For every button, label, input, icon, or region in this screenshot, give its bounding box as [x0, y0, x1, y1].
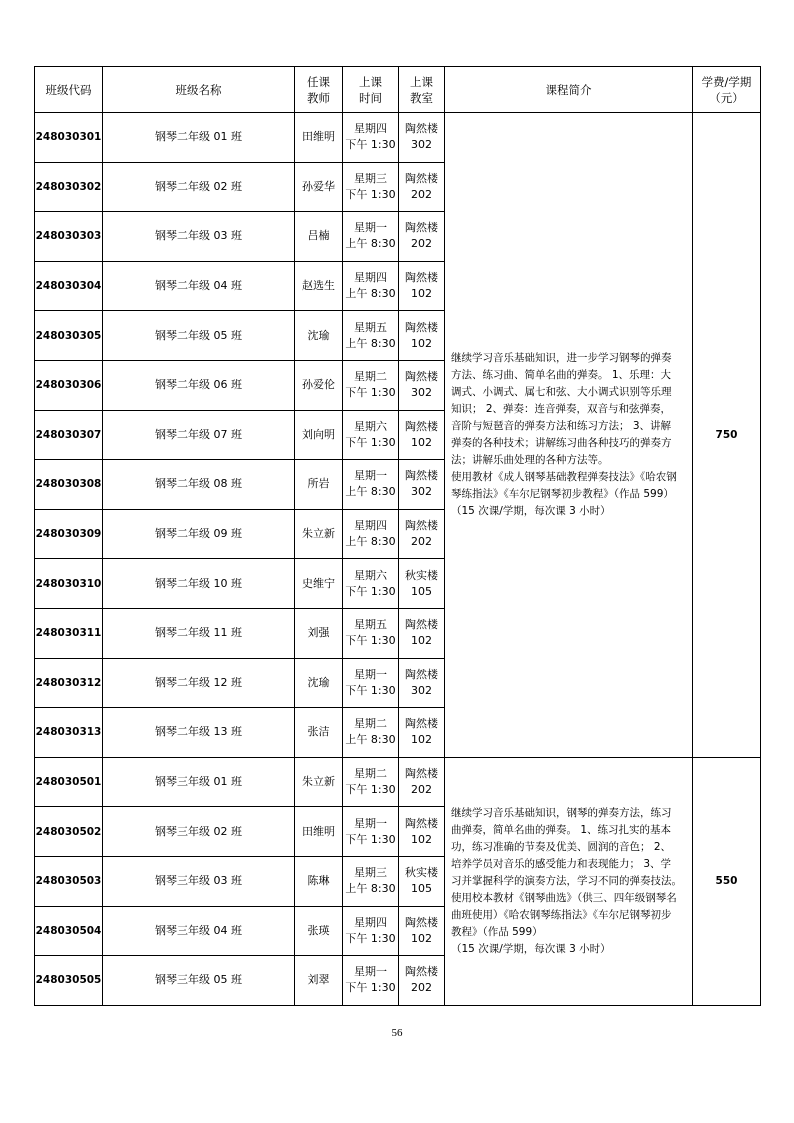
intro-line: 曲班使用）《哈农钢琴练指法》《车尔尼钢琴初步: [451, 908, 672, 921]
day-text: 星期一: [354, 816, 387, 830]
time-text: 下午 1:30: [345, 981, 396, 995]
room-cell: [399, 509, 445, 559]
day-text: 星期三: [354, 866, 387, 880]
class-code-cell: 248030310: [35, 559, 103, 609]
class-code-cell: 248030505: [35, 956, 103, 1006]
class-code-cell: 248030308: [35, 460, 103, 510]
time-text: 上午 8:30: [345, 287, 396, 301]
room-number-text: 202: [411, 981, 432, 995]
room-cell: [399, 261, 445, 311]
time-text: 上午 8:30: [345, 237, 396, 251]
room-cell: [399, 460, 445, 510]
time-text: 上午 8:30: [345, 882, 396, 896]
teacher-cell: 刘向明: [295, 410, 343, 460]
class-code-cell: 248030305: [35, 311, 103, 361]
intro-line: 法；讲解乐曲处理的各种方法等。: [451, 453, 609, 466]
room-number-text: 102: [411, 336, 432, 350]
class-name-cell: 钢琴二年级 07 班: [103, 410, 295, 460]
room-cell: [399, 757, 445, 807]
intro-line: 继续学习音乐基础知识，钢琴的弹奏方法，练习: [451, 806, 672, 819]
room-cell: [399, 212, 445, 262]
class-name-cell: 钢琴二年级 03 班: [103, 212, 295, 262]
day-text: 星期二: [354, 767, 387, 781]
class-name-cell: 钢琴二年级 12 班: [103, 658, 295, 708]
time-cell: [343, 261, 399, 311]
time-text: 下午 1:30: [345, 832, 396, 846]
time-cell: [343, 509, 399, 559]
day-text: 星期二: [354, 370, 387, 384]
day-text: 星期一: [354, 469, 387, 483]
header-time-line1: 上课: [359, 74, 382, 89]
class-name-cell: 钢琴二年级 09 班: [103, 509, 295, 559]
room-number-text: 102: [411, 634, 432, 648]
time-cell: [343, 608, 399, 658]
time-cell: [343, 856, 399, 906]
room-cell: [399, 906, 445, 956]
tuition-fee-cell: 750: [693, 113, 761, 758]
intro-line: 弹奏的各种技术；讲解练习曲各种技巧的弹奏方: [451, 436, 672, 449]
class-code-cell: 248030303: [35, 212, 103, 262]
intro-line: 使用教材《成人钢琴基础教程弹奏技法》《哈农钢: [451, 470, 677, 483]
room-number-text: 302: [411, 138, 432, 152]
teacher-cell: 孙爱华: [295, 162, 343, 212]
header-intro: 课程简介: [445, 67, 693, 113]
room-number-text: 102: [411, 435, 432, 449]
time-text: 下午 1:30: [345, 783, 396, 797]
room-number-text: 102: [411, 733, 432, 747]
day-text: 星期四: [354, 122, 387, 136]
class-name-cell: 钢琴二年级 08 班: [103, 460, 295, 510]
course-intro-cell: [445, 757, 693, 1005]
header-room-line1: 上课: [410, 74, 433, 89]
class-code-cell: 248030504: [35, 906, 103, 956]
building-text: 陶然楼: [405, 767, 438, 781]
class-name-cell: 钢琴三年级 02 班: [103, 807, 295, 857]
day-text: 星期六: [354, 568, 387, 582]
day-text: 星期五: [354, 618, 387, 632]
intro-line: （15 次课/学期，每次课 3 小时）: [451, 942, 611, 955]
time-cell: [343, 360, 399, 410]
room-number-text: 102: [411, 931, 432, 945]
time-text: 下午 1:30: [345, 683, 396, 697]
time-cell: [343, 460, 399, 510]
room-number-text: 202: [411, 237, 432, 251]
class-name-cell: 钢琴二年级 05 班: [103, 311, 295, 361]
class-name-cell: 钢琴二年级 13 班: [103, 708, 295, 758]
time-cell: [343, 658, 399, 708]
room-number-text: 202: [411, 535, 432, 549]
time-cell: [343, 708, 399, 758]
teacher-cell: 陈琳: [295, 856, 343, 906]
building-text: 陶然楼: [405, 271, 438, 285]
day-text: 星期一: [354, 965, 387, 979]
header-time-line2: 时间: [359, 90, 382, 105]
room-cell: [399, 956, 445, 1006]
class-name-cell: 钢琴三年级 05 班: [103, 956, 295, 1006]
room-cell: [399, 311, 445, 361]
teacher-cell: 沈瑜: [295, 311, 343, 361]
intro-line: 方法、练习曲、简单名曲的弹奏。 1、乐理：大: [451, 368, 672, 381]
building-text: 陶然楼: [405, 221, 438, 235]
building-text: 陶然楼: [405, 965, 438, 979]
course-intro-cell: [445, 113, 693, 758]
building-text: 陶然楼: [405, 618, 438, 632]
time-cell: [343, 906, 399, 956]
time-text: 下午 1:30: [345, 138, 396, 152]
time-text: 上午 8:30: [345, 733, 396, 747]
table-row: [35, 113, 761, 163]
time-cell: [343, 559, 399, 609]
header-class-name: 班级名称: [103, 67, 295, 113]
time-text: 下午 1:30: [345, 931, 396, 945]
room-number-text: 102: [411, 287, 432, 301]
class-code-cell: 248030503: [35, 856, 103, 906]
header-time: [343, 67, 399, 113]
day-text: 星期四: [354, 915, 387, 929]
time-text: 上午 8:30: [345, 336, 396, 350]
time-cell: [343, 311, 399, 361]
room-number-text: 302: [411, 485, 432, 499]
class-code-cell: 248030502: [35, 807, 103, 857]
class-code-cell: 248030313: [35, 708, 103, 758]
day-text: 星期五: [354, 320, 387, 334]
room-cell: [399, 608, 445, 658]
class-code-cell: 248030312: [35, 658, 103, 708]
time-text: 下午 1:30: [345, 187, 396, 201]
intro-line: 音阶与短琶音的弹奏方法和练习方法； 3、讲解: [451, 419, 672, 432]
building-text: 陶然楼: [405, 469, 438, 483]
time-cell: [343, 113, 399, 163]
day-text: 星期二: [354, 717, 387, 731]
teacher-cell: 史维宁: [295, 559, 343, 609]
teacher-cell: 张瑛: [295, 906, 343, 956]
class-name-cell: 钢琴二年级 02 班: [103, 162, 295, 212]
intro-line: 功，练习准确的节奏及优美、圆润的音色； 2、: [451, 840, 672, 853]
class-code-cell: 248030304: [35, 261, 103, 311]
class-code-cell: 248030306: [35, 360, 103, 410]
intro-line: 曲弹奏，简单名曲的弹奏。 1、练习扎实的基本: [451, 823, 672, 836]
teacher-cell: 赵选生: [295, 261, 343, 311]
intro-line: 教程》（作品 599）: [451, 925, 543, 938]
room-number-text: 302: [411, 386, 432, 400]
teacher-cell: 吕楠: [295, 212, 343, 262]
teacher-cell: 沈瑜: [295, 658, 343, 708]
teacher-cell: 田维明: [295, 807, 343, 857]
time-cell: [343, 757, 399, 807]
room-cell: [399, 658, 445, 708]
intro-line: （15 次课/学期，每次课 3 小时）: [451, 504, 611, 517]
room-cell: [399, 162, 445, 212]
building-text: 陶然楼: [405, 171, 438, 185]
teacher-cell: 张洁: [295, 708, 343, 758]
header-teacher: [295, 67, 343, 113]
teacher-cell: 所岩: [295, 460, 343, 510]
teacher-cell: 刘翠: [295, 956, 343, 1006]
intro-line: 培养学员对音乐的感受能力和表现能力； 3、学: [451, 857, 672, 870]
header-teacher-line1: 任课: [307, 74, 330, 89]
room-number-text: 202: [411, 783, 432, 797]
header-teacher-line2: 教师: [307, 90, 330, 105]
table-row: [35, 757, 761, 807]
page-number: 56: [391, 1027, 403, 1039]
building-text: 陶然楼: [405, 370, 438, 384]
teacher-cell: 田维明: [295, 113, 343, 163]
room-cell: [399, 113, 445, 163]
room-number-text: 105: [411, 584, 432, 598]
building-text: 秋实楼: [405, 866, 438, 880]
room-cell: [399, 410, 445, 460]
class-name-cell: 钢琴三年级 04 班: [103, 906, 295, 956]
time-cell: [343, 212, 399, 262]
room-cell: [399, 559, 445, 609]
room-cell: [399, 807, 445, 857]
room-number-text: 102: [411, 832, 432, 846]
class-name-cell: 钢琴二年级 04 班: [103, 261, 295, 311]
intro-line: 继续学习音乐基础知识，进一步学习钢琴的弹奏: [451, 351, 672, 364]
building-text: 秋实楼: [405, 568, 438, 582]
building-text: 陶然楼: [405, 320, 438, 334]
day-text: 星期三: [354, 171, 387, 185]
class-code-cell: 248030302: [35, 162, 103, 212]
header-room-line2: 教室: [410, 90, 433, 105]
room-cell: [399, 856, 445, 906]
building-text: 陶然楼: [405, 419, 438, 433]
header-fee-line2: （元）: [709, 90, 744, 105]
time-text: 下午 1:30: [345, 634, 396, 648]
building-text: 陶然楼: [405, 667, 438, 681]
course-schedule-table: [34, 66, 761, 1006]
class-code-cell: 248030501: [35, 757, 103, 807]
time-cell: [343, 162, 399, 212]
class-code-cell: 248030311: [35, 608, 103, 658]
intro-line: 知识； 2、弹奏：连音弹奏，双音与和弦弹奏，: [451, 402, 672, 415]
time-text: 下午 1:30: [345, 386, 396, 400]
building-text: 陶然楼: [405, 717, 438, 731]
teacher-cell: 刘强: [295, 608, 343, 658]
building-text: 陶然楼: [405, 122, 438, 136]
day-text: 星期四: [354, 519, 387, 533]
time-cell: [343, 807, 399, 857]
time-text: 上午 8:30: [345, 535, 396, 549]
day-text: 星期一: [354, 221, 387, 235]
day-text: 星期六: [354, 419, 387, 433]
class-name-cell: 钢琴三年级 01 班: [103, 757, 295, 807]
tuition-fee-cell: 550: [693, 757, 761, 1005]
header-fee: [693, 67, 761, 113]
class-code-cell: 248030309: [35, 509, 103, 559]
class-name-cell: 钢琴二年级 10 班: [103, 559, 295, 609]
building-text: 陶然楼: [405, 915, 438, 929]
header-fee-line1: 学费/学期: [701, 74, 752, 89]
table-header-row: [35, 67, 761, 113]
header-class-code: 班级代码: [35, 67, 103, 113]
room-number-text: 302: [411, 683, 432, 697]
intro-line: 使用校本教材《钢琴曲选》（供三、四年级钢琴名: [451, 891, 677, 904]
intro-line: 调式、小调式、属七和弦、大小调式识别等乐理: [451, 385, 672, 398]
class-name-cell: 钢琴三年级 03 班: [103, 856, 295, 906]
header-room: [399, 67, 445, 113]
time-text: 下午 1:30: [345, 435, 396, 449]
building-text: 陶然楼: [405, 816, 438, 830]
teacher-cell: 朱立新: [295, 509, 343, 559]
teacher-cell: 朱立新: [295, 757, 343, 807]
class-name-cell: 钢琴二年级 01 班: [103, 113, 295, 163]
table-body: [35, 113, 761, 1006]
day-text: 星期四: [354, 271, 387, 285]
intro-line: 习并掌握科学的演奏方法，学习不同的弹奏技法。: [451, 874, 682, 887]
class-name-cell: 钢琴二年级 11 班: [103, 608, 295, 658]
class-name-cell: 钢琴二年级 06 班: [103, 360, 295, 410]
building-text: 陶然楼: [405, 519, 438, 533]
class-code-cell: 248030301: [35, 113, 103, 163]
time-text: 上午 8:30: [345, 485, 396, 499]
time-text: 下午 1:30: [345, 584, 396, 598]
room-number-text: 202: [411, 187, 432, 201]
time-cell: [343, 956, 399, 1006]
room-number-text: 105: [411, 882, 432, 896]
teacher-cell: 孙爱伦: [295, 360, 343, 410]
intro-line: 琴练指法》《车尔尼钢琴初步教程》（作品 599）: [451, 487, 674, 500]
room-cell: [399, 360, 445, 410]
day-text: 星期一: [354, 667, 387, 681]
room-cell: [399, 708, 445, 758]
time-cell: [343, 410, 399, 460]
class-code-cell: 248030307: [35, 410, 103, 460]
